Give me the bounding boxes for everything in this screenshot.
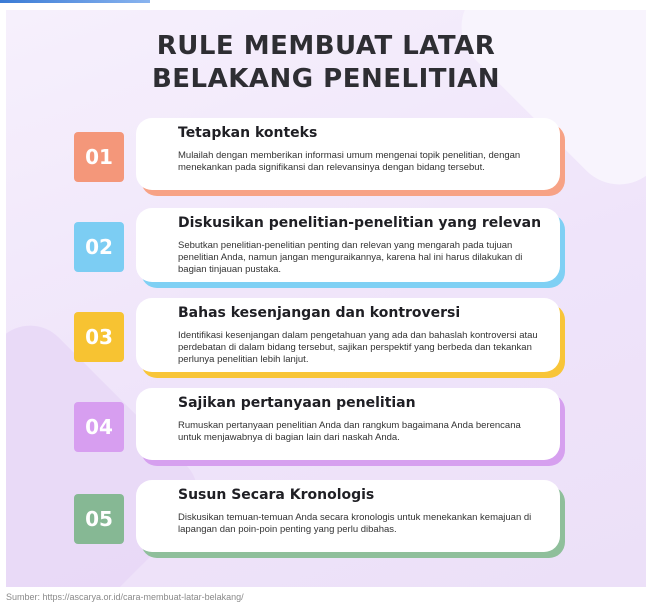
- step-description: Identifikasi kesenjangan dalam pengetahuan yang ada dan bahaslah kontroversi atau perdebatan di dalam bidang tersebut, sajikan perspektif yang berbeda dan tekankan perlunya penelitian lebih lanjut.: [178, 330, 538, 365]
- step-card: [136, 298, 560, 372]
- title-line-2: BELAKANG PENELITIAN: [151, 64, 501, 94]
- step-card: [136, 208, 560, 282]
- step-description: Sebutkan penelitian-penelitian penting dan relevan yang mengarah pada tujuan penelitian Anda, namun jangan menguraikannya, karena hal ini harus dilakukan di bagian tinjauan pustaka.: [178, 240, 523, 275]
- step-card: [136, 388, 560, 460]
- step-card: [136, 480, 560, 552]
- source-caption: Sumber: https://ascarya.or.id/cara-membuat-latar-belakang/: [6, 592, 244, 602]
- step-title: Tetapkan konteks: [178, 125, 318, 141]
- step-description: Diskusikan temuan-temuan Anda secara kronologis untuk menekankan kemajuan di lapangan dan poin-poin penting yang perlu dibahas.: [178, 512, 532, 535]
- title-line-1: RULE MEMBUAT LATAR: [156, 31, 496, 61]
- top-accent-line: [0, 0, 150, 3]
- step-title: Sajikan pertanyaan penelitian: [178, 395, 416, 411]
- step-number-badge: 03: [74, 312, 124, 362]
- step-title: Susun Secara Kronologis: [178, 487, 375, 503]
- step-title: Diskusikan penelitian-penelitian yang relevan: [178, 215, 542, 231]
- step-number-badge: 04: [74, 402, 124, 452]
- step-description: Rumuskan pertanyaan penelitian Anda dan rangkum bagaimana Anda berencana untuk menjawabnya di bagian lain dari naskah Anda.: [178, 420, 521, 443]
- step-card: [136, 118, 560, 190]
- step-number-badge: 05: [74, 494, 124, 544]
- step-number-badge: 02: [74, 222, 124, 272]
- step-title: Bahas kesenjangan dan kontroversi: [178, 305, 461, 321]
- step-number-badge: 01: [74, 132, 124, 182]
- step-description: Mulailah dengan memberikan informasi umum mengenai topik penelitian, dengan menekankan pada signifikansi dan relevansinya dengan bidang tersebut.: [178, 150, 521, 173]
- infographic-title: [6, 30, 646, 96]
- infographic: [6, 10, 646, 587]
